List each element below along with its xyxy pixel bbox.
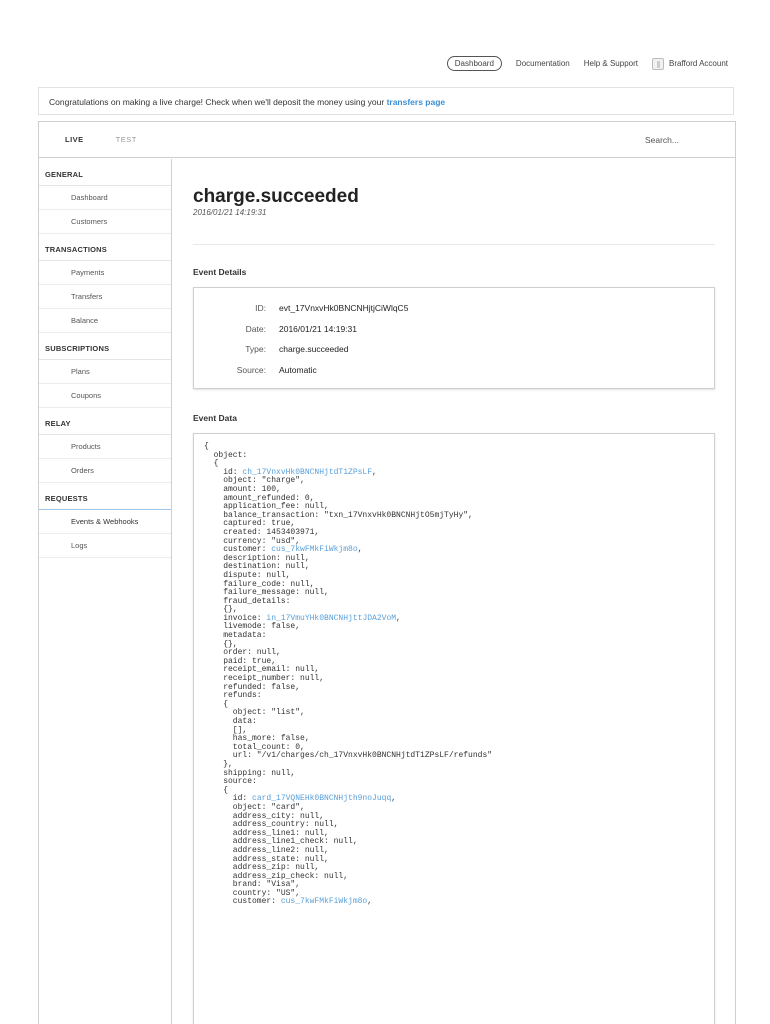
json-line-text: failure_code: null, — [204, 579, 315, 589]
sidebar-group-heading: REQUESTS — [39, 483, 171, 510]
top-nav — [447, 56, 728, 71]
json-line-text: balance_transaction: "txn_17VnxvHk0BNCNHjtO5mjTyHy", — [204, 510, 473, 520]
json-line — [204, 718, 704, 727]
json-line-text: amount: 100, — [204, 484, 281, 494]
json-line-text: paid: true, — [204, 656, 277, 666]
json-line-suffix: , — [372, 467, 377, 477]
sidebar-group — [39, 333, 171, 408]
json-line-text: source: — [204, 777, 257, 787]
json-line-text: {}, — [204, 605, 238, 615]
json-line-text: receipt_email: null, — [204, 665, 320, 675]
json-line-text: object: — [204, 450, 248, 460]
json-line-text: { — [204, 442, 209, 451]
json-line-text: country: "US", — [204, 888, 301, 898]
sidebar-item-logs[interactable]: Logs — [39, 534, 171, 558]
json-line — [204, 649, 704, 658]
sidebar-item-orders[interactable]: Orders — [39, 459, 171, 483]
detail-value: 2016/01/21 14:19:31 — [279, 324, 357, 334]
json-object-link[interactable]: card_17VQNEHk0BNCNHjth9noJuqq — [252, 794, 392, 804]
json-line-text: address_line1: null, — [204, 828, 329, 838]
page-title: charge.succeeded — [193, 186, 359, 207]
json-line-text: id: — [204, 794, 253, 804]
json-line-text: order: null, — [204, 648, 281, 658]
json-line — [204, 623, 704, 632]
live-mode-toggle[interactable]: LIVE — [65, 135, 84, 144]
sidebar-item-coupons[interactable]: Coupons — [39, 384, 171, 408]
event-timestamp: 2016/01/21 14:19:31 — [193, 208, 267, 217]
nav-help-link[interactable]: Help & Support — [583, 59, 638, 68]
sidebar-group — [39, 483, 171, 558]
json-line — [204, 898, 704, 907]
json-line — [204, 770, 704, 779]
detail-key: Date: — [245, 324, 266, 334]
detail-key: ID: — [255, 303, 266, 313]
event-data-box[interactable] — [193, 433, 715, 1024]
json-line-suffix: , — [357, 545, 363, 555]
json-line-text: description: null, — [204, 553, 310, 563]
json-line — [204, 598, 704, 607]
detail-value: Automatic — [279, 365, 317, 375]
json-line-text: address_city: null, — [204, 811, 325, 821]
sidebar-item-transfers[interactable]: Transfers — [39, 285, 171, 309]
json-line-text: address_state: null, — [204, 854, 329, 864]
detail-key: Type: — [245, 344, 266, 354]
banner-text: Congratulations on making a live charge! Check when we'll deposit the money using your — [49, 97, 387, 107]
sidebar-item-payments[interactable]: Payments — [39, 261, 171, 285]
json-line-text: refunded: false, — [204, 682, 301, 692]
json-line — [204, 709, 704, 718]
json-line — [204, 684, 704, 693]
json-line-text: total_count: 0, — [204, 742, 305, 752]
json-line-text: object: "card", — [204, 802, 305, 812]
mode-bar — [39, 122, 735, 158]
json-line-text: has_more: false, — [204, 734, 310, 744]
json-line-text: shipping: null, — [204, 768, 296, 778]
main-content — [173, 159, 735, 1024]
json-line-text: application_fee: null, — [204, 502, 329, 512]
json-object-link[interactable]: ch_17VnxvHk0BNCNHjtdT1ZPsLF — [242, 467, 373, 477]
event-details-heading: Event Details — [193, 267, 247, 277]
json-line-suffix: , — [396, 613, 401, 623]
detail-key: Source: — [236, 365, 266, 375]
json-line-text: address_line1_check: null, — [204, 837, 358, 847]
sidebar-item-balance[interactable]: Balance — [39, 309, 171, 333]
json-line — [204, 443, 704, 452]
transfers-page-link[interactable]: transfers page — [386, 97, 446, 107]
json-line-text: address_zip: null, — [204, 863, 320, 873]
json-line — [204, 752, 704, 761]
json-line — [204, 778, 704, 787]
divider — [193, 244, 715, 245]
sidebar-group — [39, 408, 171, 483]
json-object-link[interactable]: cus_7kwFMkFiWkjm8o — [271, 545, 358, 555]
sidebar-group — [39, 159, 171, 234]
json-line-text: {}, — [204, 639, 238, 649]
nav-dashboard-link[interactable]: Dashboard — [447, 56, 502, 71]
json-line-text: captured: true, — [204, 519, 296, 529]
json-line — [204, 692, 704, 701]
json-line-text: object: "charge", — [204, 476, 305, 486]
json-line-text: { — [204, 785, 229, 795]
json-line — [204, 632, 704, 641]
live-charge-banner — [38, 87, 734, 115]
json-line-text: data: — [204, 717, 257, 726]
json-line-text: object: "list", — [204, 708, 305, 718]
json-line-text: dispute: null, — [204, 570, 291, 580]
json-line-text: customer: — [204, 545, 272, 555]
json-line-text: brand: "Visa", — [204, 880, 301, 890]
sidebar-item-events-webhooks[interactable]: Events & Webhooks — [39, 510, 171, 534]
json-line-text: id: — [204, 467, 243, 477]
account-menu[interactable] — [652, 58, 728, 70]
json-line-text: refunds: — [204, 691, 262, 701]
json-line-text: currency: "usd", — [204, 536, 301, 546]
json-line-text: [], — [204, 725, 248, 735]
sidebar-group-heading: RELAY — [39, 408, 171, 435]
json-object-link[interactable]: cus_7kwFMkFiWkjm8o — [280, 897, 368, 907]
json-line-text: { — [204, 459, 219, 469]
event-json — [194, 434, 714, 916]
sidebar-group-heading: SUBSCRIPTIONS — [39, 333, 171, 360]
json-line-text: invoice: — [204, 613, 267, 623]
json-line-text: failure_message: null, — [204, 588, 329, 598]
detail-value: evt_17VnxvHk0BNCNHjtjCiWlqC5 — [279, 303, 409, 313]
json-line-text: address_line2: null, — [204, 845, 329, 855]
json-line-text: url: "/v1/charges/ch_17VnxvHk0BNCNHjtdT1ZPsLF/refunds" — [204, 751, 493, 761]
json-line-text: livemode: false, — [204, 622, 301, 632]
account-avatar-icon — [652, 58, 664, 70]
json-line-text: address_zip_check: null, — [204, 871, 349, 881]
json-line-text: created: 1453403971, — [204, 527, 320, 537]
test-mode-toggle[interactable]: TEST — [115, 135, 137, 144]
json-line-text: receipt_number: null, — [204, 674, 325, 684]
json-line — [204, 452, 704, 461]
sidebar-item-plans[interactable]: Plans — [39, 360, 171, 384]
detail-value: charge.succeeded — [279, 344, 349, 354]
sidebar-item-customers[interactable]: Customers — [39, 210, 171, 234]
json-line-suffix: , — [391, 794, 397, 804]
event-data-heading: Event Data — [193, 413, 237, 423]
json-object-link[interactable]: in_17VmuYHk0BNCNHjttJDA2VoM — [266, 613, 397, 623]
json-line-text: amount_refunded: 0, — [204, 493, 315, 503]
search-input[interactable]: Search... — [644, 135, 679, 145]
sidebar-group-heading: TRANSACTIONS — [39, 234, 171, 261]
app-frame — [38, 121, 736, 1024]
sidebar — [39, 159, 172, 1024]
sidebar-group — [39, 234, 171, 333]
json-line-text: destination: null, — [204, 562, 310, 572]
json-line-text: address_country: null, — [204, 820, 339, 830]
json-line-text: metadata: — [204, 631, 267, 641]
account-name: Brafford Account — [669, 59, 728, 68]
nav-documentation-link[interactable]: Documentation — [515, 59, 570, 68]
sidebar-item-products[interactable]: Products — [39, 435, 171, 459]
json-line-suffix: , — [367, 897, 373, 907]
sidebar-group-heading: GENERAL — [39, 159, 171, 186]
json-line-text: customer: — [204, 897, 281, 907]
json-line-text: }, — [204, 759, 233, 769]
event-details-box — [193, 287, 715, 389]
json-line-text: fraud_details: — [204, 596, 291, 606]
json-line-text: { — [204, 699, 229, 709]
sidebar-item-dashboard[interactable]: Dashboard — [39, 186, 171, 210]
